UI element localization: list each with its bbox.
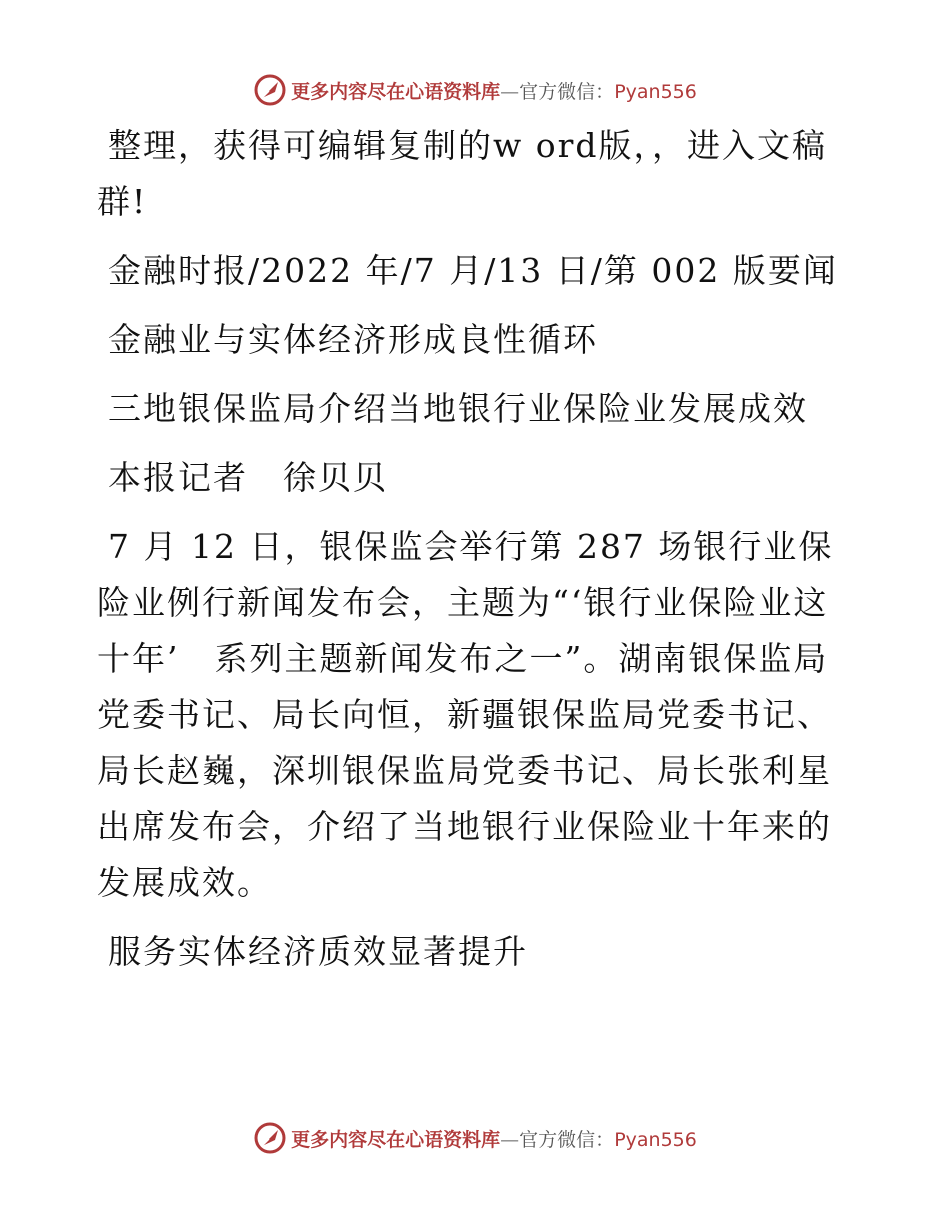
body-paragraph: 7 月 12 日，银保监会举行第 287 场银行业保险业例行新闻发布会，主题为“‘银行业保险业这十年’ 系列主题新闻发布之一”。湖南银保监局党委书记、局长向恒，新疆银保监局党委书记、局长赵巍，深圳银保监局党委书记、局长张利星出席发布会，介绍了当地银行业保险业十年来的发展成效。 [97,527,834,902]
intro-paragraph: 整理，获得可编辑复制的w ord版，，进入文稿群! [97,126,828,221]
source-line: 金融时报/2022 年/7 月/13 日/第 002 版要闻 [108,251,838,290]
subheadline: 三地银保监局介绍当地银行业保险业发展成效 [108,389,808,428]
header-watermark [0,70,950,110]
watermark-account-id: Pyan556 [614,1128,697,1151]
section-heading: 服务实体经济质效显著提升 [108,932,528,971]
footer-watermark [0,1118,950,1158]
watermark-dash: — [500,80,520,103]
watermark-account-id: Pyan556 [614,80,697,103]
watermark-text [291,1125,697,1152]
watermark-account-label: 官方微信： [519,80,615,103]
quill-pen-icon [253,73,287,107]
watermark-site-text: 更多内容尽在心语资料库 [291,1128,501,1151]
watermark-text [291,77,697,104]
document-body [97,118,857,980]
byline: 本报记者 徐贝贝 [108,458,388,497]
watermark-site-text: 更多内容尽在心语资料库 [291,80,501,103]
watermark-dash: — [500,1128,520,1151]
headline: 金融业与实体经济形成良性循环 [108,320,598,359]
watermark-account-label: 官方微信： [519,1128,615,1151]
quill-pen-icon [253,1121,287,1155]
